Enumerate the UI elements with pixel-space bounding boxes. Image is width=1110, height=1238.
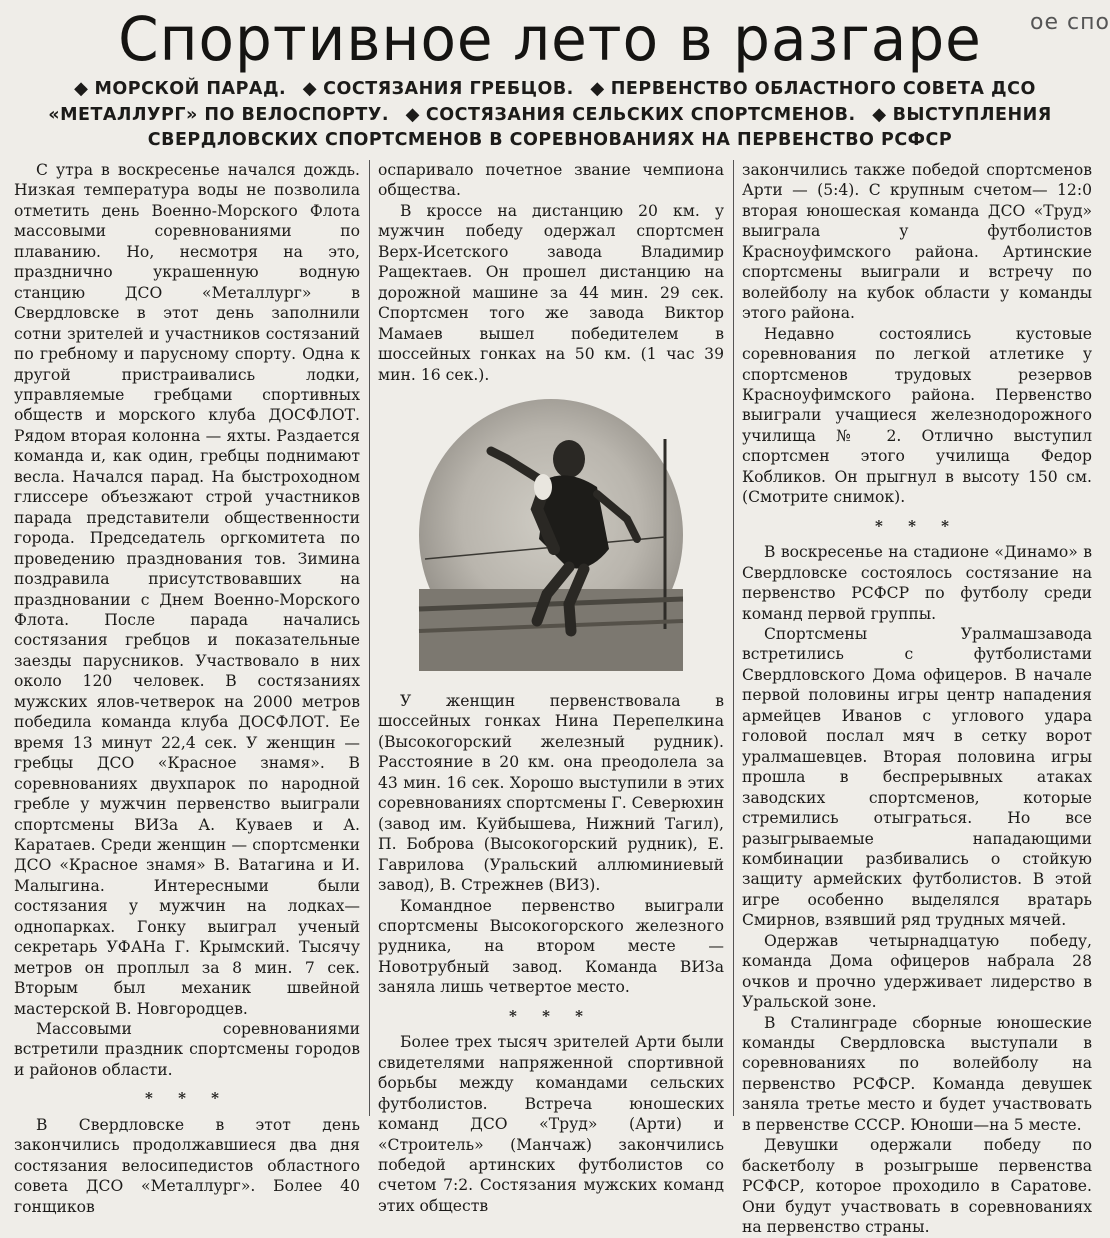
adjacent-article-fragment: ое спо (1030, 10, 1110, 35)
paragraph: В Свердловске в этот день закончились продолжавшиеся два дня состязания велосипедистов областного совета ДСО «Металлург». Более 40 гонщиков (14, 1115, 360, 1216)
paragraph: С утра в воскресенье начался дождь. Низкая температура воды не позволила отметить день Военно-Морского Флота массовыми соревнованиями по плаванию. Но, несмотря на это, празднично украшенную водную станцию ДСО «Металлург» в Свердловске в этот день заполнили сотни зрителей и участников состязаний по гребному и парусному спорту. Одна к другой пристраивались лодки, управляемые гребцами спортивных обществ и морского клуба ДОСФЛОТ. Рядом вторая колонна — яхты. Раздается команда и, как один, гребцы поднимают весла. Начался парад. На быстроходном глиссере объезжают строй участников парада представители общественности города. Председатель оргкомитета по проведению празднования тов. Зимина поздравила присутствовавших на праздновании с Днем Военно-Морского Флота. После парада начались состязания гребцов и показательные заезды парусников. Участвовало в них около 120 человек. В состязаниях мужских ялов-четверок на 2000 метров победила команда клуба ДОСФЛОТ. Ее время 13 минут 22,4 сек. У женщин — гребцы ДСО «Красное знамя». В соревнованиях двухпарок по народной гребле у мужчин первенство выиграли спортсмены ВИЗа А. Куваев и А. Каратаев. Среди женщин — спортсменки ДСО «Красное знамя» В. Ватагина и И. Малыгина. Интересными были состязания у мужчин на лодках—однопарках. Гонку выиграл ученый секретарь УФАНа Г. Крымский. Тысячу метров он проплыл за 8 мин. 7 сек. Вторым был механик швейной мастерской В. Новгородцев. (14, 161, 360, 1018)
paragraph: У женщин первенствовала в шоссейных гонках Нина Перепелкина (Высокогорский железный рудник). Расстояние в 20 км. она преодолела за 43 мин. 16 сек. Хорошо выступили в этих соревнованиях спортсмены Г. Северюхин (завод им. Куйбышева, Нижний Тагил), П. Боброва (Высокогорский рудник), Е. Гаврилова (Уральский аллюминиевый завод), В. Стрежнев (ВИЗ). (378, 691, 724, 895)
paragraph: В воскресенье на стадионе «Динамо» в Свердловске состоялось состязание на первенство РСФСР по футболу среди команд первой группы. (742, 543, 1092, 623)
high-jump-photo (419, 399, 683, 671)
subheading-item: ◆ ВЫСТУПЛЕНИЯ СВЕРДЛОВСКИХ СПОРТСМЕНОВ В СОРЕВНОВАНИЯХ НА ПЕРВЕНСТВО РСФСР (147, 104, 1052, 150)
article-column-3 (742, 160, 1092, 1237)
diamond-bullet-icon: ◆ (590, 78, 605, 99)
paragraph: В кроссе на дистанцию 20 км. у мужчин победу одержал спортсмен Верх-Исетского завода Владимир Ращектаев. Он прошел дистанцию на дорожной машине за 44 мин. 29 сек. Спортсмен того же завода Виктор Мамаев вышел победителем в шоссейных гонках на 50 км. (1 час 39 мин. 16 сек.). (378, 201, 724, 384)
article-headline: Спортивное лето в разгаре (118, 3, 982, 75)
paragraph: Девушки одержали победу по баскетболу в розыгрыше первенства РСФСР, которое проходило в Саратове. Они будут участвовать в соревнованиях на первенство страны. (742, 1136, 1092, 1237)
paragraph: Недавно состоялись кустовые соревнования по легкой атлетике у спортсменов трудовых резервов Красноуфимского района. Первенство выиграли учащиеся железнодорожного училища № 2. Отлично выступил спортсмен этого училища Федор Кобликов. Он прыгнул в высоту 150 см. (Смотрите снимок). (742, 324, 1092, 507)
column-divider (733, 160, 734, 1116)
paragraph: Одержав четырнадцатую победу, команда Дома офицеров набрала 28 очков и прочно удерживает лидерство в Уральской зоне. (742, 931, 1092, 1012)
paragraph: Спортсмены Уралмашзавода встретились с футболистами Свердловского Дома офицеров. В начале первой половины игры центр нападения армейцев Иванов с углового удара головой послал мяч в сетку ворот уралмашевцев. Вторая половина игры прошла в беспрерывных атаках заводских спортсменов, которые стремились отыграться. Но все разыгрываемые нападающими комбинации разбивались о стойкую защиту армейских футболистов. В этой игре особенно выделялся вратарь Смирнов, взявший ряд трудных мячей. (742, 624, 1092, 930)
column-divider (369, 160, 370, 1116)
section-separator: * * * (509, 1006, 593, 1025)
subheading-item: ◆ ПЕРВЕНСТВО ОБЛАСТНОГО СОВЕТА ДСО «МЕТАЛЛУРГ» ПО ВЕЛОСПОРТУ. (48, 78, 1036, 125)
high-jumper-image (419, 399, 683, 671)
diamond-bullet-icon: ◆ (405, 104, 420, 125)
diamond-bullet-icon: ◆ (74, 78, 89, 99)
subheading-item: ◆ СОСТЯЗАНИЯ СЕЛЬСКИХ СПОРТСМЕНОВ. (405, 104, 856, 125)
paragraph: Массовыми соревнованиями встретили праздник спортсмены городов и районов области. (14, 1020, 360, 1079)
paragraph: закончились также победой спортсменов Арти — (5:4). С крупным счетом— 12:0 вторая юношеская команда ДСО «Труд» выиграла у футболистов Красноуфимского района. Артинские спортсмены выиграли и встречу по волейболу на кубок области у команды этого района. (742, 161, 1092, 323)
section-separator: * * * (875, 516, 959, 535)
paragraph: оспаривало почетное звание чемпиона общества. (378, 161, 724, 200)
diamond-bullet-icon: ◆ (302, 78, 318, 99)
article-subheadings (20, 76, 1080, 153)
subheading-item: ◆ СОСТЯЗАНИЯ ГРЕБЦОВ. (302, 78, 574, 99)
paragraph: Более трех тысяч зрителей Арти были свидетелями напряженной спортивной борьбы между командами сельских футболистов. Встреча юношеских команд ДСО «Труд» (Арти) и «Строитель» (Манчаж) закончились победой артинских футболистов со счетом 7:2. Состязания мужских команд этих обществ (378, 1033, 724, 1215)
paragraph: В Сталинграде сборные юношеские команды Свердловска выступали в соревнованиях по волейболу на первенство РСФСР. Команда девушек заняла третье место и будет участвовать в первенстве СССР. Юноши—на 5 месте. (742, 1013, 1092, 1134)
article-column-2 (378, 160, 724, 1215)
section-separator: * * * (145, 1089, 229, 1108)
subheading-item: ◆ МОРСКОЙ ПАРАД. (74, 78, 287, 99)
article-column-1 (14, 160, 360, 1216)
paragraph: Командное первенство выиграли спортсмены Высокогорского железного рудника, на втором месте — Новотрубный завод. Команда ВИЗа заняла лишь четвертое место. (378, 896, 724, 997)
diamond-bullet-icon: ◆ (872, 104, 887, 125)
